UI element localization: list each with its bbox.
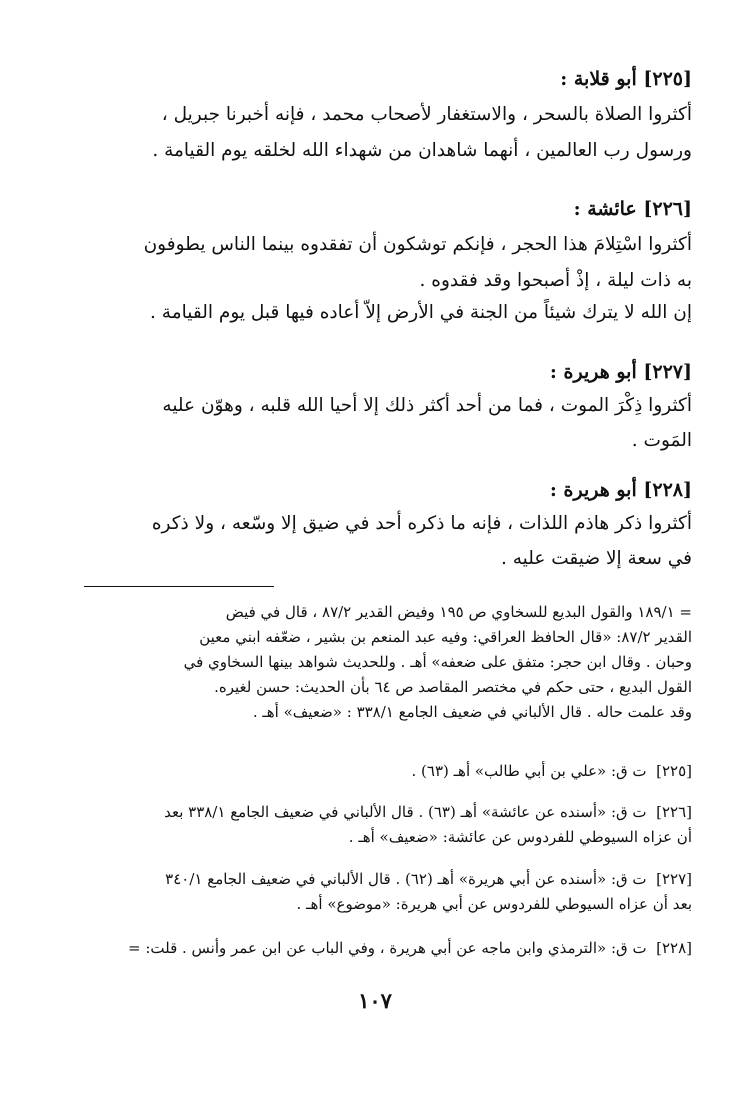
entry-text-line: به ذات ليلة ، إذْ أصبحوا وقد فقدوه . <box>419 270 692 291</box>
entry-heading <box>84 196 692 222</box>
footnote-label: = <box>679 603 692 621</box>
footnote-line: ١٨٩/١ والقول البديع للسخاوي ص ١٩٥ وفيض القدير ٨٧/٢ ، قال في فيض <box>225 603 675 621</box>
footnote-label: [٢٢٨] <box>656 939 692 957</box>
entry-text-line: أكثروا الصلاة بالسحر ، والاستغفار لأصحاب محمد ، فإنه أخبرنا جبريل ، <box>161 104 692 125</box>
footnote-line: وقد علمت حاله . قال الألباني في ضعيف الجامع ٣٣٨/١ : «ضعيف» أهـ . <box>252 703 692 721</box>
page-number: ١٠٧ <box>358 988 392 1013</box>
entry-text-line: أكثروا اسْتِلامَ هذا الحجر ، فإنكم توشكون أن تفقدوه بينما الناس يطوفون <box>143 234 692 255</box>
hadith-entry-227 <box>84 359 692 454</box>
entry-heading <box>84 359 692 385</box>
footnote-225 <box>84 759 692 784</box>
entry-text-line: ورسول رب العالمين ، أنهما شاهدان من شهداء الله لخلقه يوم القيامة . <box>152 140 692 161</box>
footnote-separator <box>84 586 274 587</box>
entry-number: [٢٢٦] <box>643 198 692 220</box>
footnote-line: ت ق: «علي بن أبي طالب» أهـ (٦٣) . <box>411 762 647 780</box>
footnote-line: ت ق: «أسنده عن عائشة» أهـ (٦٣) . قال الألباني في ضعيف الجامع ٣٣٨/١ بعد <box>164 803 647 821</box>
footnote-227 <box>84 867 692 917</box>
entry-text-line: أكثروا ذِكْرَ الموت ، فما من أحد أكثر ذلك إلا أحيا الله قلبه ، وهوّن عليه <box>162 395 692 416</box>
entry-narrator: أبو قلابة : <box>560 68 637 90</box>
footnote-line: القول البديع ، حتى حكم في مختصر المقاصد ص ٦٤ بأن الحديث: حسن لغيره. <box>214 678 692 696</box>
footnote-line: ت ق: «أسنده عن أبي هريرة» أهـ (٦٢) . قال الألباني في ضعيف الجامع ٣٤٠/١ <box>165 870 647 888</box>
entry-number: [٢٢٥] <box>643 68 692 90</box>
footnote-label: [٢٢٦] <box>656 803 692 821</box>
entry-text-line: المَوت . <box>631 430 692 451</box>
entry-number: [٢٢٧] <box>643 361 692 383</box>
entry-text-line: أكثروا ذكر هاذم اللذات ، فإنه ما ذكره أحد في ضيق إلا وسّعه ، ولا ذكره <box>151 513 692 534</box>
footnote-continuation <box>84 600 692 725</box>
hadith-entry-226 <box>84 196 692 326</box>
footnote-line: أن عزاه السيوطي للفردوس عن عائشة: «ضعيف» أهـ . <box>348 828 692 846</box>
footnote-label: [٢٢٧] <box>656 870 692 888</box>
hadith-entry-225 <box>84 66 692 164</box>
entry-narrator: أبو هريرة : <box>549 361 637 383</box>
footnote-228 <box>84 936 692 961</box>
footnote-line: ت ق: «الترمذي وابن ماجه عن أبي هريرة ، وفي الباب عن ابن عمر وأنس . قلت: = <box>127 939 647 957</box>
footnote-line: بعد أن عزاه السيوطي للفردوس عن أبي هريرة: «موضوع» أهـ . <box>296 895 692 913</box>
footnote-line: وحبان . وقال ابن حجر: متفق على ضعفه» أهـ . وللحديث شواهد بينها السخاوي في <box>183 653 692 671</box>
entry-heading <box>84 66 692 92</box>
entry-number: [٢٢٨] <box>643 479 692 501</box>
footnote-label: [٢٢٥] <box>656 762 692 780</box>
entry-narrator: أبو هريرة : <box>549 479 637 501</box>
entry-text-line: في سعة إلا ضيقت عليه . <box>500 548 692 569</box>
hadith-entry-228 <box>84 477 692 572</box>
entry-heading <box>84 477 692 503</box>
entry-narrator: عائشة : <box>573 198 637 220</box>
footnote-226 <box>84 800 692 850</box>
footnote-line: القدير ٨٧/٢: «قال الحافظ العراقي: وفيه عبد المنعم بن بشير ، ضعّفه ابني معين <box>199 628 692 646</box>
entry-text-line: إن الله لا يترك شيئاً من الجنة في الأرض إلاّ أعاده فيها قبل يوم القيامة . <box>150 302 692 323</box>
